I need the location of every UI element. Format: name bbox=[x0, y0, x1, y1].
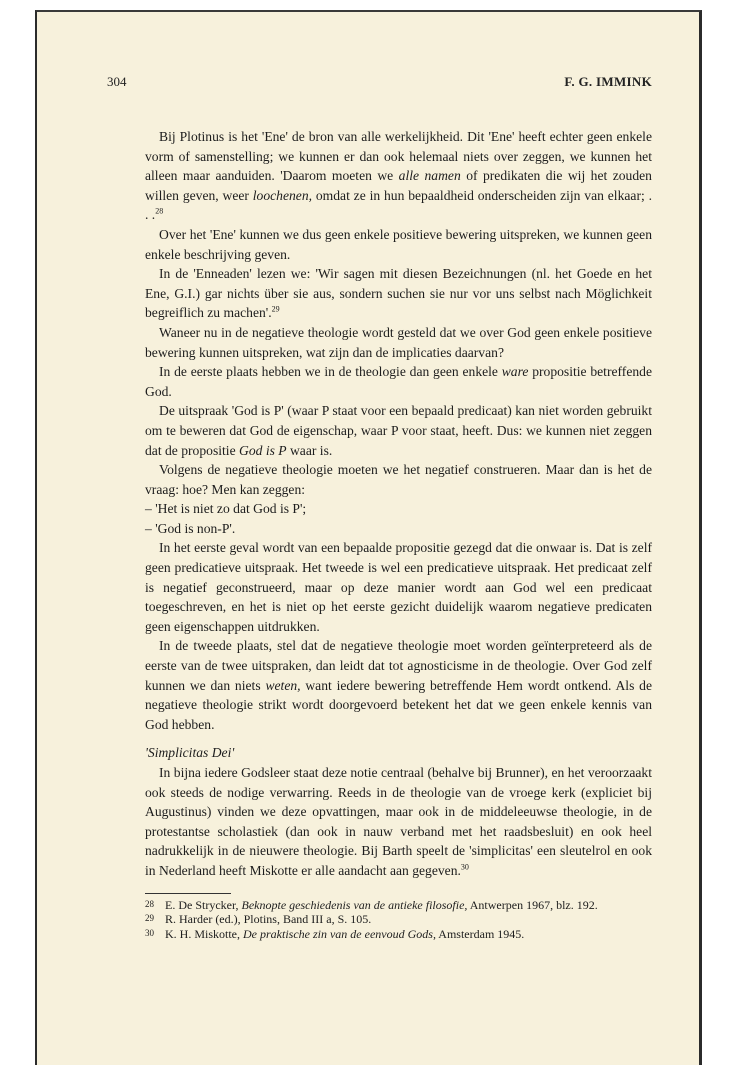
dash-item bbox=[145, 499, 652, 519]
paragraph bbox=[145, 362, 652, 401]
text-run: R. Harder (ed.), Plotins, Band III a, S. 105. bbox=[165, 912, 372, 927]
footnote-number: 30 bbox=[145, 927, 154, 938]
text-run: – 'Het is niet zo dat God is P'; bbox=[145, 501, 307, 517]
text-run: De uitspraak 'God is P' (waar P staat voor een bepaald predicaat) kan niet worden gebruikt om te beweren dat God de eigenschap, waar P voor staat, heeft. Dus: we kunnen niet zeggen dat de propositie bbox=[145, 403, 652, 458]
text-run: In bijna iedere Godsleer staat deze notie centraal (behalve bij Brunner), en het veroorzaakt ook steeds de nodige verwarring. Reeds in de theologie van de vroege kerk (expliciet bij Augustinus) vinden we deze opvattingen, maar ook in de middeleeuwse theologie, in de protestantse scholastiek (dan ook in nauw verband met het raadsbesluit) en ook heel nadrukkelijk in de nieuwere theologie. Bij Barth speelt de 'simplicitas' een sleutelrol en ook in Nederland heeft Miskotte er alle aandacht aan gegeven. bbox=[145, 765, 652, 878]
text-run: Volgens de negatieve theologie moeten we het negatief construeren. Maar dan is het de vraag: hoe? Men kan zeggen: bbox=[145, 462, 652, 497]
italic-text: loochenen, bbox=[252, 187, 313, 203]
footnote-number: 28 bbox=[145, 898, 154, 909]
footnote-text bbox=[165, 898, 652, 913]
text-run: Antwerpen 1967, blz. 192. bbox=[467, 897, 598, 912]
text-run: propositie betreffende God. bbox=[145, 364, 652, 399]
footnote-rule bbox=[145, 893, 231, 894]
text-run: want iedere bewering betreffende Hem wordt ontkend. Als de negatieve theologie strikt wordt doorgevoerd betekent het dat we geen enkele kennis van God hebben. bbox=[145, 677, 653, 732]
footnote bbox=[145, 898, 652, 913]
footnote-ref: 29 bbox=[271, 304, 280, 314]
paragraph bbox=[145, 264, 652, 323]
paragraph bbox=[145, 763, 652, 881]
footnote-ref: 28 bbox=[155, 206, 164, 216]
text-run: Bij Plotinus is het 'Ene' de bron van alle werkelijkheid. Dit 'Ene' heeft echter geen enkele vorm of samenstelling; we kunnen er dan ook helemaal niets over zeggen, we kunnen het alleen maar aanduiden. 'Daarom moeten we bbox=[145, 129, 652, 184]
italic-text: Beknopte geschiedenis van de antieke filosofie, bbox=[241, 897, 468, 912]
text-run: omdat ze in hun bepaaldheid onderscheiden zijn van elkaar; . . . bbox=[145, 187, 652, 223]
page-header bbox=[107, 74, 652, 90]
text-run: In het eerste geval wordt van een bepaalde propositie gezegd dat die onwaar is. Dat is zelf geen predicatieve uitspraak. Het tweede is wel een predicatieve uitspraak. Het predicaat zelf is negatief geconstrueerd, maar op deze manier wordt aan God wel een predicaat toegeschreven, en het is niet op het eerste gezicht duidelijk waarom negatieve predicaten geen eigenschappen uitdrukken. bbox=[145, 540, 652, 634]
footnote-ref: 30 bbox=[460, 862, 469, 872]
italic-text: ware bbox=[501, 364, 529, 380]
text-run: Amsterdam 1945. bbox=[435, 926, 525, 941]
running-head-author: F. G. IMMINK bbox=[564, 74, 652, 89]
text-run: In de eerste plaats hebben we in de theologie dan geen enkele bbox=[159, 364, 502, 380]
paragraph bbox=[145, 225, 652, 264]
paragraph bbox=[145, 460, 652, 499]
body-text bbox=[145, 127, 652, 941]
text-run: waar is. bbox=[286, 442, 333, 458]
text-run: In de tweede plaats, stel dat de negatieve theologie moet worden geïnterpreteerd als de eerste van de twee uitspraken, dan leidt dat tot agnosticisme in de theologie. Over God zelf kunnen we dan niets bbox=[145, 638, 652, 693]
text-run: 'Simplicitas Dei' bbox=[145, 745, 235, 761]
footnote-number: 29 bbox=[145, 913, 154, 924]
page-number: 304 bbox=[107, 74, 127, 89]
italic-text: alle namen bbox=[398, 168, 461, 184]
section-heading bbox=[145, 743, 652, 763]
text-run: of predikaten die wij het zouden willen geven, weer bbox=[145, 168, 652, 203]
paragraphs bbox=[145, 127, 652, 881]
footnote-text bbox=[165, 912, 652, 927]
footnote bbox=[145, 912, 652, 927]
text-run: E. De Strycker, bbox=[165, 897, 242, 912]
text-run: – 'God is non-P'. bbox=[145, 520, 236, 536]
text-run: K. H. Miskotte, bbox=[165, 926, 243, 941]
paragraph bbox=[145, 127, 652, 225]
italic-text: De praktische zin van de eenvoud Gods, bbox=[243, 926, 436, 941]
paragraph bbox=[145, 538, 652, 636]
footnotes bbox=[145, 898, 652, 942]
italic-text: weten, bbox=[265, 677, 301, 693]
paragraph bbox=[145, 401, 652, 460]
footnote bbox=[145, 927, 652, 942]
dash-item bbox=[145, 519, 652, 539]
text-run: Waneer nu in de negatieve theologie wordt gesteld dat we over God geen enkele positieve bewering kunnen uitspreken, wat zijn dan de implicaties daarvan? bbox=[145, 324, 652, 360]
paragraph bbox=[145, 636, 652, 734]
footnote-text bbox=[165, 927, 652, 942]
text-run: In de 'Enneaden' lezen we: 'Wir sagen mit diesen Bezeichnungen (nl. het Goede en het Ene, G.I.) gar nichts über sie aus, sondern suchen sie nur vor uns selbst nach Möglichkeit begreiflich zu machen'. bbox=[145, 266, 652, 321]
paragraph bbox=[145, 323, 652, 362]
italic-text: God is P bbox=[239, 442, 287, 458]
text-run: Over het 'Ene' kunnen we dus geen enkele positieve bewering uitspreken, we kunnen geen enkele beschrijving geven. bbox=[145, 226, 652, 262]
